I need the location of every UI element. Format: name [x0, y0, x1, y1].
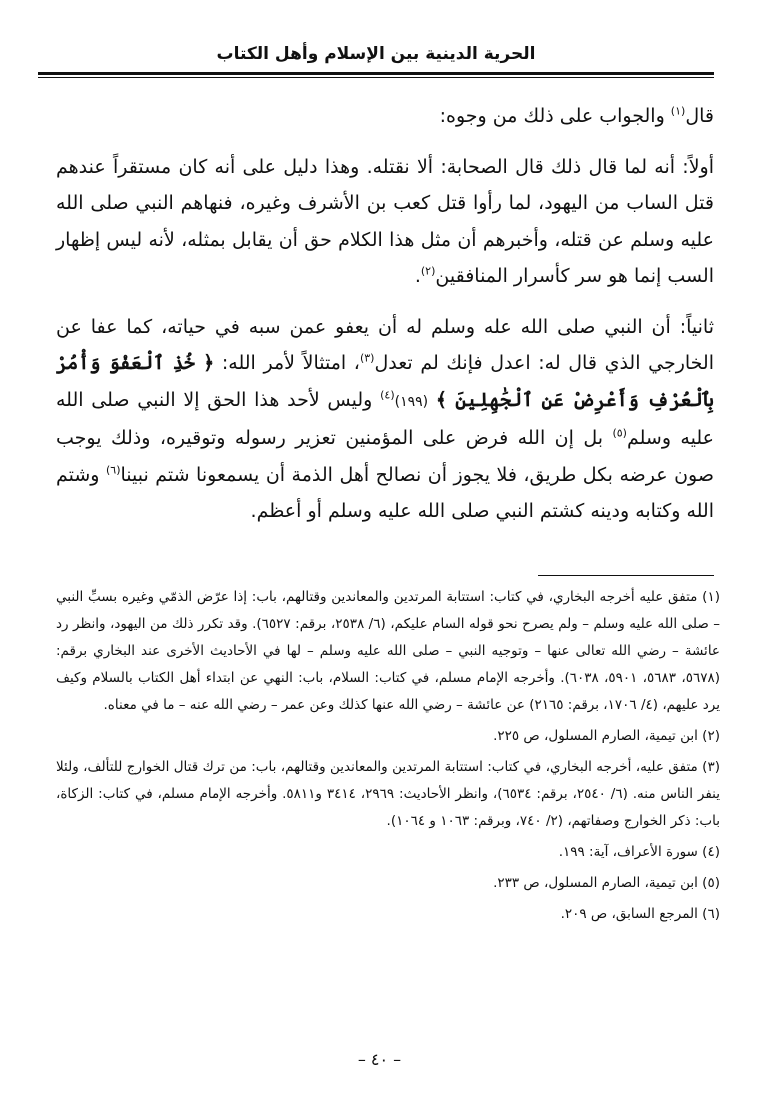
footnotes [56, 584, 720, 932]
footnote-text: سورة الأعراف، آية: ١٩٩. [558, 844, 698, 860]
paragraph-first-text: أولاً: أنه لما قال ذلك قال الصحابة: ألا نقتله. وهذا دليل على أنه كان مستقراً عندهم قتل الساب من اليهود، لما رأوا قتل كعب بن الأشرف وغيره، فنهاهم النبي صلى الله عليه وسلم عن قتله، وأخبرهم أن مثل هذا الكلام حق أن يقابل بمثله، لأنه ليس إظهار السب إنما هو سر كأسرار المنافقين [56, 155, 714, 287]
footnote-5 [56, 870, 720, 897]
ayah-number: (١٩٩) [394, 393, 429, 410]
footnote-4 [56, 839, 720, 866]
paragraph-second-part1: ثانياً: أن النبي صلى الله عله وسلم له أن يعفو عمن سبه في حياته، كما عفا عن الخارجي الذي قال له: اعدل فإنك لم تعدل [56, 315, 715, 374]
footnote-text: متفق عليه أخرجه البخاري، في كتاب: استتابة المرتدين والمعاندين وقتالهم، باب: إذا عرّض الذمّي وغيره بسبِّ النبي – صلى الله عليه وسلم – ولم يصرح نحو قوله السام عليكم، (٦/ ٢٥٣٨، برقم: ٦٥٢٧). وقد تكرر ذلك من اليهود، وانظر رد عائشة – رضي الله تعالى عنها – وتوجيه النبي – صلى الله عليه وسلم – لها في الأحاديث الأخرى عند البخاري برقم: (٥٦٧٨، ٥٦٨٣، ٥٩٠١، ٦٠٣٨). وأخرجه الإمام مسلم، في كتاب: السلام، باب: النهي عن ابتداء أهل الكتاب بالسلام وكيف يرد عليهم، (٤/ ١٧٠٦، برقم: ٢١٦٥) عن عائشة – رضي الله عنها كذلك وعن عمر – رضي الله عنه – ما في معناه. [56, 589, 721, 713]
footnote-number: (١) [702, 589, 720, 605]
footnote-text: ابن تيمية، الصارم المسلول، ص ٢٣٣. [493, 875, 698, 891]
footnote-text: متفق عليه، أخرجه البخاري، في كتاب: استتابة المرتدين والمعاندين وقتالهم، باب: من ترك قتال الخوارج للتألف، ولئلا ينفر الناس منه. (٦/ ٢٥٤٠، برقم: ٦٥٣٤)، وانظر الأحاديث: ٢٩٦٩، ٣٤١٤ و٥٨١١. وأخرجه الإمام مسلم، في كتاب: الزكاة، باب: ذكر الخوارج وصفاتهم، (٢/ ٧٤٠، وبرقم: ١٠٦٣ و ١٠٦٤). [56, 759, 721, 829]
running-header: الحرية الدينية بين الإسلام وأهل الكتاب [216, 44, 536, 64]
footnote-number: (٦) [702, 906, 720, 922]
paragraph-second-part5: وشتم الله وكتابه ودينه كشتم النبي صلى الله عليه وسلم أو أعظم. [56, 463, 714, 522]
paragraph-first-end: . [414, 265, 421, 287]
paragraph-second-part2: ، امتثالاً لأمر الله: [214, 352, 360, 374]
footnote-ref-3: (٣) [359, 351, 375, 365]
quran-verse: ﴿ خُذِ ٱلْعَفْوَ وَأْمُرْ بِٱلْعُرْفِ وَأَعْرِضْ عَنِ ٱلْجَٰهِلِينَ ﴾ [56, 352, 714, 411]
footnote-separator [538, 575, 714, 576]
intro-before: قال [685, 105, 714, 127]
header-rule-thick [38, 72, 714, 75]
main-text [56, 98, 714, 544]
footnote-number: (٣) [702, 759, 720, 775]
footnote-ref-2: (٢) [420, 264, 436, 278]
footnote-3 [56, 754, 720, 835]
footnote-ref-6: (٦) [105, 463, 121, 477]
paragraph-first [56, 149, 714, 295]
paragraph-second-part3: وليس لأحد هذا الحق إلا النبي صلى الله عليه وسلم [56, 388, 714, 449]
footnote-ref-1: (١) [670, 104, 686, 118]
footnote-number: (٥) [702, 875, 720, 891]
footnote-text: ابن تيمية، الصارم المسلول، ص ٢٢٥. [493, 728, 698, 744]
footnote-number: (٢) [702, 728, 720, 744]
footnote-number: (٤) [702, 844, 720, 860]
page-number: – ٤٠ – [357, 1050, 402, 1069]
footnote-6 [56, 901, 720, 928]
header-rule-thin [38, 77, 714, 78]
footnote-ref-4: (٤) [380, 388, 395, 402]
footnote-2 [56, 723, 720, 750]
paragraph-second [56, 309, 714, 530]
intro-paragraph [56, 98, 714, 135]
footnote-1 [56, 584, 720, 719]
paragraph-second-part4: بل إن الله فرض على المؤمنين تعزير رسوله وتوقيره، وذلك يوجب صون عرضه بكل طريق، فلا يجوز أن نصالح أهل الذمة أن يسمعونا شتم نبينا [56, 427, 714, 486]
intro-after: والجواب على ذلك من وجوه: [439, 105, 671, 127]
footnote-ref-5: (٥) [612, 426, 627, 440]
footnote-text: المرجع السابق، ص ٢٠٩. [560, 906, 698, 922]
